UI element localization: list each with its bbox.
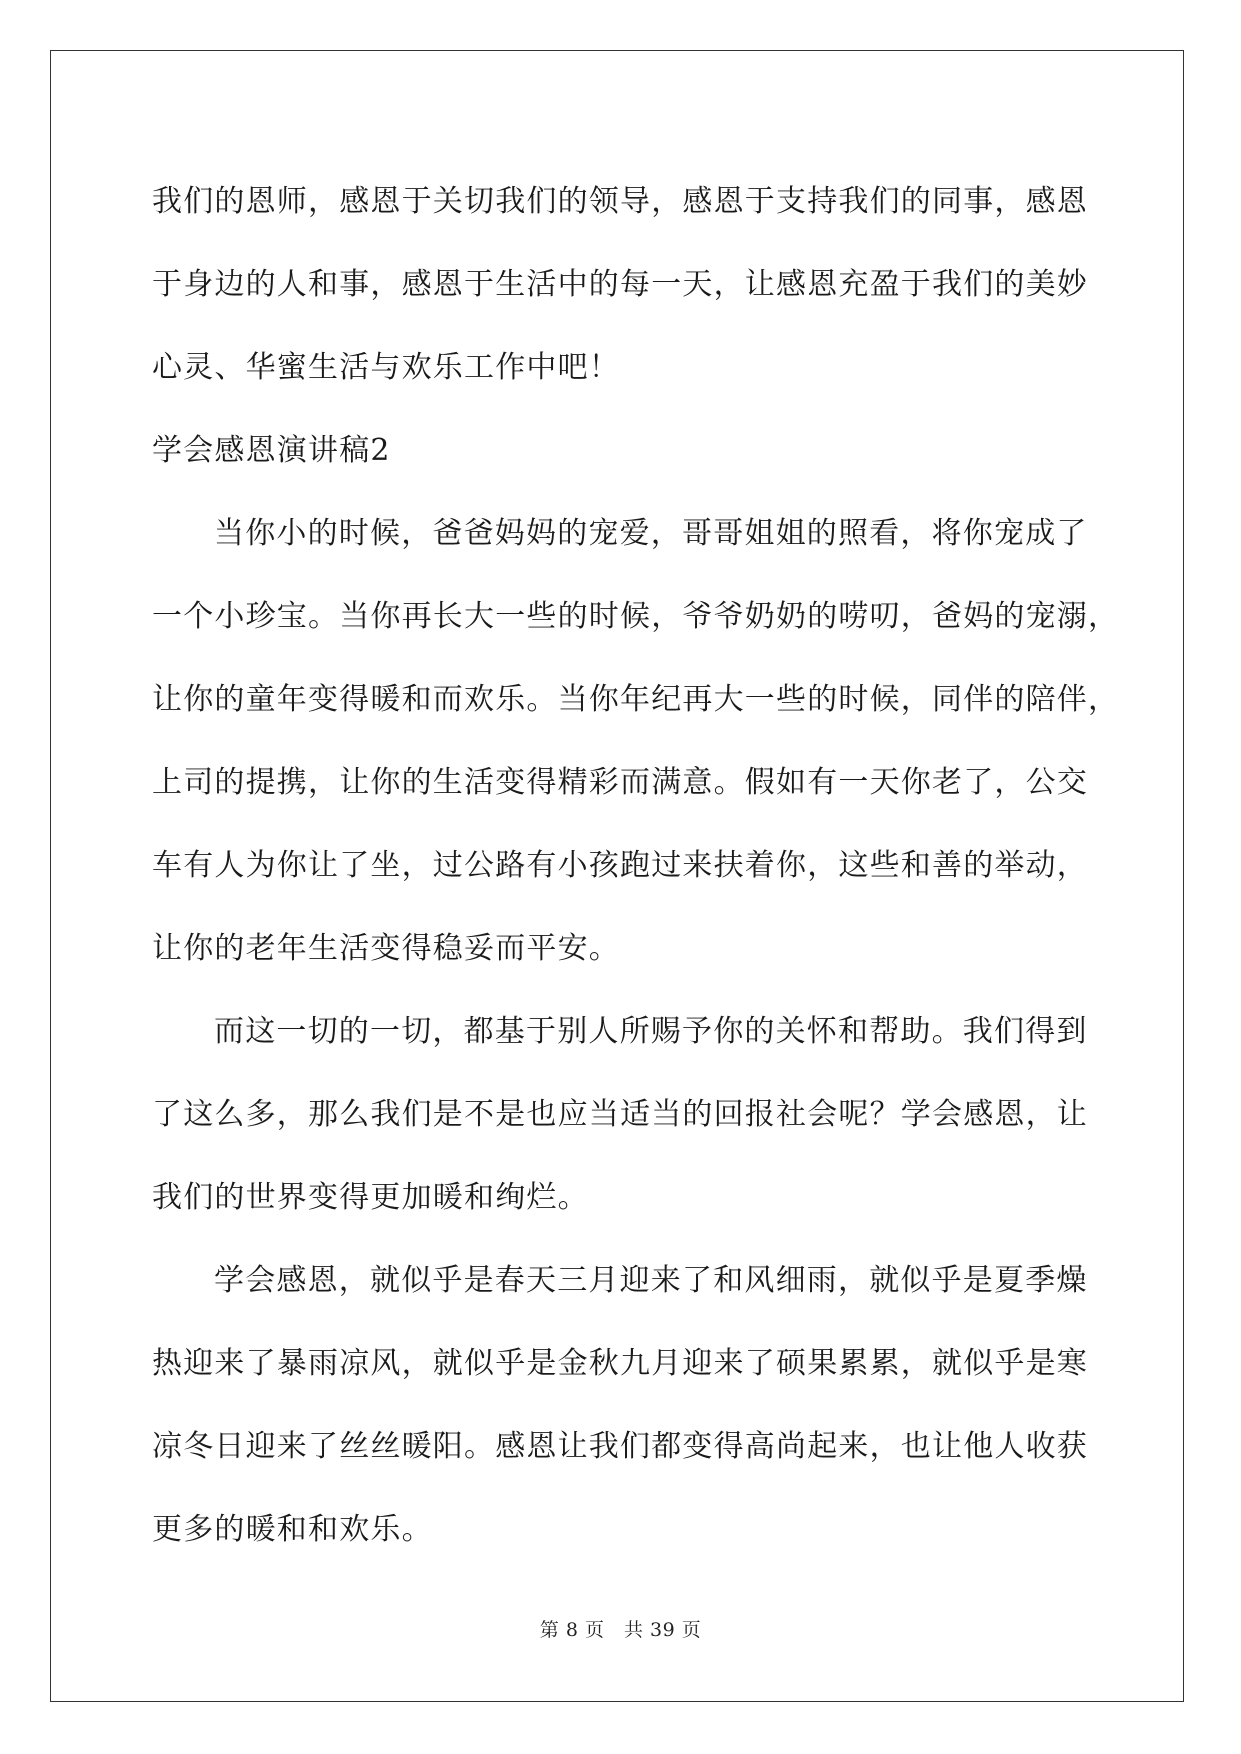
text-line: 我们的世界变得更加暖和绚烂。 xyxy=(152,1180,589,1215)
document-body xyxy=(152,160,1120,1571)
paragraph-continued xyxy=(152,160,1092,409)
text-line: 让你的童年变得暖和而欢乐。当你年纪再大一些的时候，同伴的陪伴， xyxy=(152,682,1120,717)
text-line: 热迎来了暴雨凉风，就似乎是金秋九月迎来了硕果累累，就似乎是寒 xyxy=(152,1346,1088,1381)
section-heading: 学会感恩演讲稿2 xyxy=(152,433,391,468)
text-line: 当你小的时候，爸爸妈妈的宠爱，哥哥姐姐的照看，将你宠成了 xyxy=(214,516,1088,551)
text-line: 了这么多，那么我们是不是也应当适当的回报社会呢？学会感恩，让 xyxy=(152,1097,1088,1132)
text-line: 而这一切的一切，都基于别人所赐予你的关怀和帮助。我们得到 xyxy=(214,1014,1088,1049)
text-line: 我们的恩师，感恩于关切我们的领导，感恩于支持我们的同事，感恩 xyxy=(152,184,1088,219)
text-line: 凉冬日迎来了丝丝暖阳。感恩让我们都变得高尚起来，也让他人收获 xyxy=(152,1429,1088,1464)
text-line: 上司的提携，让你的生活变得精彩而满意。假如有一天你老了，公交 xyxy=(152,765,1088,800)
text-line: 学会感恩，就似乎是春天三月迎来了和风细雨，就似乎是夏季燥 xyxy=(214,1263,1088,1298)
paragraph xyxy=(152,1239,1092,1571)
text-line: 于身边的人和事，感恩于生活中的每一天，让感恩充盈于我们的美妙 xyxy=(152,267,1088,302)
page-footer: 第 8 页 共 39 页 xyxy=(539,1619,702,1641)
text-line: 心灵、华蜜生活与欢乐工作中吧！ xyxy=(152,350,620,385)
paragraph xyxy=(152,492,1120,990)
text-line: 更多的暖和和欢乐。 xyxy=(152,1512,433,1547)
text-line: 车有人为你让了坐，过公路有小孩跑过来扶着你，这些和善的举动， xyxy=(152,848,1088,883)
text-line: 一个小珍宝。当你再长大一些的时候，爷爷奶奶的唠叨，爸妈的宠溺， xyxy=(152,599,1120,634)
paragraph xyxy=(152,990,1092,1239)
text-line: 让你的老年生活变得稳妥而平安。 xyxy=(152,931,620,966)
